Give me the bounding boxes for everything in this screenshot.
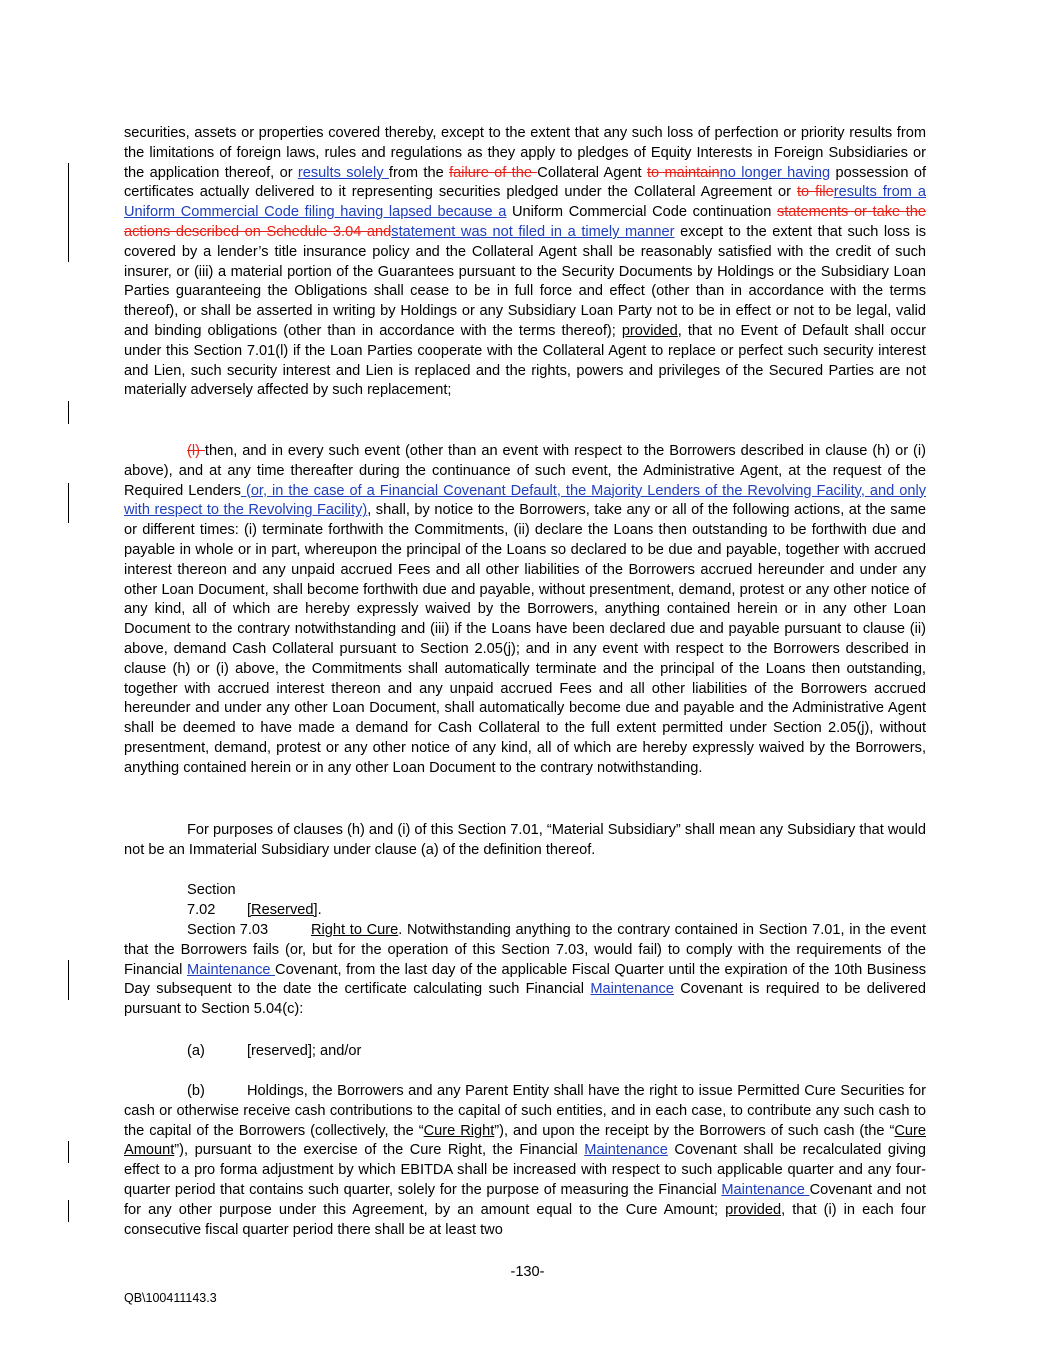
text-run: Covenant is required to be delivered pursuant to Section 5.04(c): [124, 981, 927, 1018]
underlined-term: provided [725, 1201, 782, 1218]
paragraph-material-subsidiary [124, 821, 926, 861]
inserted-text: Maintenance [590, 981, 674, 998]
text-run: Collateral Agent [537, 164, 647, 181]
text-run: ”), pursuant to the exercise of the Cure Right, the Financial [174, 1142, 585, 1159]
text-run: ”), and upon the receipt by the Borrowers of such cash (the “ [494, 1122, 895, 1139]
text-run: , that (i) in each four consecutive fiscal quarter period there shall be at least two [124, 1201, 926, 1238]
text-run: . [317, 901, 322, 918]
text-run: except to the extent that such loss is covered by a lender’s title insurance policy and the Collateral Agent shall be reasonably satisfied with the credit of such insurer, or (iii) a material portion of the Guarantees pursuant to the Security Documents by Holdings or the Subsidiary Loan Parties guaranteeing the Obligations shall cease to be in full force and effect (other than in accordance with the terms thereof), or shall be asserted in writing by Holdings or any Subsidiary Loan Party not to be in effect or not to be legal, valid and binding obligations (other than in accordance with the terms thereof); [124, 223, 926, 339]
paragraph-collateral [124, 124, 926, 401]
change-bar [68, 1141, 69, 1163]
text-run: Holdings, the Borrowers and any Parent Entity shall have the right to issue Permitted Cure Securities for cash or otherwise receive cash contributions to the capital of such entities, and in each case, to contribute any such cash to the capital of the Borrowers (collectively, the “ [124, 1083, 926, 1139]
text-run: Covenant and not for any other purpose under this Agreement, by an amount equal to the Cure Amount; [124, 1181, 927, 1218]
text-run: , shall, by notice to the Borrowers, take any or all of the following actions, at the same or different times: (i) terminate forthwith the Commitments, (ii) declare the Loans then outstanding to be forthwith due and payable in whole or in part, whereupon the principal of the Loans so declared to be due and payable, together with accrued interest thereon and any unpaid accrued Fees and all other liabilities of the Borrowers accrued hereunder and under any other Loan Document, shall become forthwith due and payable, without presentment, demand, protest or any other notice of any kind, all of which are hereby expressly waived by the Borrowers, anything contained herein or in any other Loan Document to the contrary notwithstanding and (iii) if the Loans have been declared due and payable pursuant to clause (ii) above, demand Cash Collateral pursuant to Section 2.05(j); and in any event with respect to the Borrowers described in clause (h) or (i) above, the Commitments shall automatically terminate and the principal of the Loans then outstanding, together with accrued interest thereon and any unpaid accrued Fees and all other liabilities of the Borrowers accrued hereunder and under any other Loan Document, shall automatically become due and payable and the Administrative Agent shall be deemed to have made a demand for Cash Collateral to the full extent permitted under Section 2.05(j), without presentment, demand, protest or any other notice of any kind, all of which are hereby expressly waived by the Borrowers, anything contained herein or in any other Loan Document to the contrary notwithstanding. [124, 502, 926, 776]
section-number: Section 7.03 [187, 922, 269, 938]
text-run: For purposes of clauses (h) and (i) of this Section 7.01, “Material Subsidiary” shall mean any Subsidiary that would not be an Immaterial Subsidiary under clause (a) of the definition thereof. [124, 822, 926, 858]
clause-a [187, 1042, 361, 1062]
underlined-term: provided [621, 322, 678, 339]
clause-b [124, 1082, 926, 1240]
inserted-text: Maintenance [186, 961, 276, 978]
section-title: Right to Cure [311, 922, 399, 938]
change-bar [68, 483, 69, 523]
section-number: Section 7.02 [187, 882, 236, 918]
text-run: [reserved]; and/or [247, 1043, 362, 1059]
clause-label: (a) [187, 1043, 205, 1059]
inserted-text: results solely [297, 164, 389, 181]
change-bar [68, 401, 69, 424]
deleted-text: statements or take the actions described on Schedule 3.04 and [124, 204, 927, 240]
text-run: , that no Event of Default shall occur under this Section 7.01(l) if the Loan Parties cooperate with the Collateral Agent to replace or perfect such security interest and Lien, such security interest and Lien is replaced and the rights, powers and privileges of the Secured Parties are not materially adversely affected by such replacement; [124, 322, 926, 399]
text-run: from the [388, 164, 450, 181]
change-bar [68, 1200, 69, 1222]
inserted-text: results from a Uniform Commercial Code filing having lapsed because a [124, 184, 926, 221]
section-7-03-paragraph [124, 921, 926, 1020]
text-run: possession of certificates actually delivered to it representing securities pledged under the Collateral Agreement or [124, 164, 927, 201]
text-run: Uniform Commercial Code continuation [506, 204, 777, 221]
text-run: then, and in every such event (other than an event with respect to the Borrowers described in clause (h) or (i) above), and at any time thereafter during the continuance of such event, the Administrative Agent, at the request of the Required Lenders [124, 443, 926, 499]
document-id: QB\100411143.3 [124, 1291, 217, 1305]
page-number: -130- [510, 1264, 545, 1280]
inserted-text: Maintenance [584, 1142, 668, 1159]
deleted-text: to maintain [646, 164, 720, 181]
inserted-text: statement was not filed in a timely manner [391, 223, 675, 240]
deleted-text: failure of the [449, 164, 538, 181]
section-7-02-heading [187, 881, 322, 921]
deleted-text: to file [796, 184, 834, 201]
clause-label: (b) [187, 1083, 205, 1099]
inserted-text: (or, in the case of a Financial Covenant Default, the Majority Lenders of the Revolving Facility, and only with respect to the Revolving Facility) [124, 482, 926, 519]
text-run: securities, assets or properties covered thereby, except to the extent that any such loss of perfection or priority results from the limitations of foreign laws, rules and regulations as they apply to pledges of Equity Interests in Foreign Subsidiaries or the application thereof, or [124, 125, 926, 181]
change-bar [68, 960, 69, 1000]
section-title: [Reserved] [247, 901, 318, 918]
underlined-term: Cure Amount [124, 1122, 926, 1159]
text-run: Covenant shall be recalculated giving effect to a pro forma adjustment by which EBITDA shall be increased with respect to such applicable quarter and any four-quarter period that contains such quarter, solely for the purpose of measuring the Financial [124, 1142, 926, 1198]
inserted-text: Maintenance [721, 1181, 810, 1198]
paragraph-remedies [124, 442, 926, 779]
text-run: . Notwithstanding anything to the contrary contained in Section 7.01, in the event that the Borrowers fails (or, but for the operation of this Section 7.03, would fail) to comply with the requirements of the Financial [124, 922, 926, 978]
text-run: Covenant, from the last day of the applicable Fiscal Quarter until the expiration of the 10th Business Day subsequent to the date the certificate calculating such Financial [124, 961, 926, 998]
inserted-text: no longer having [719, 164, 831, 181]
change-bar [68, 163, 69, 262]
underlined-term: Cure Right [423, 1122, 495, 1139]
deleted-text: (l) [187, 443, 205, 459]
